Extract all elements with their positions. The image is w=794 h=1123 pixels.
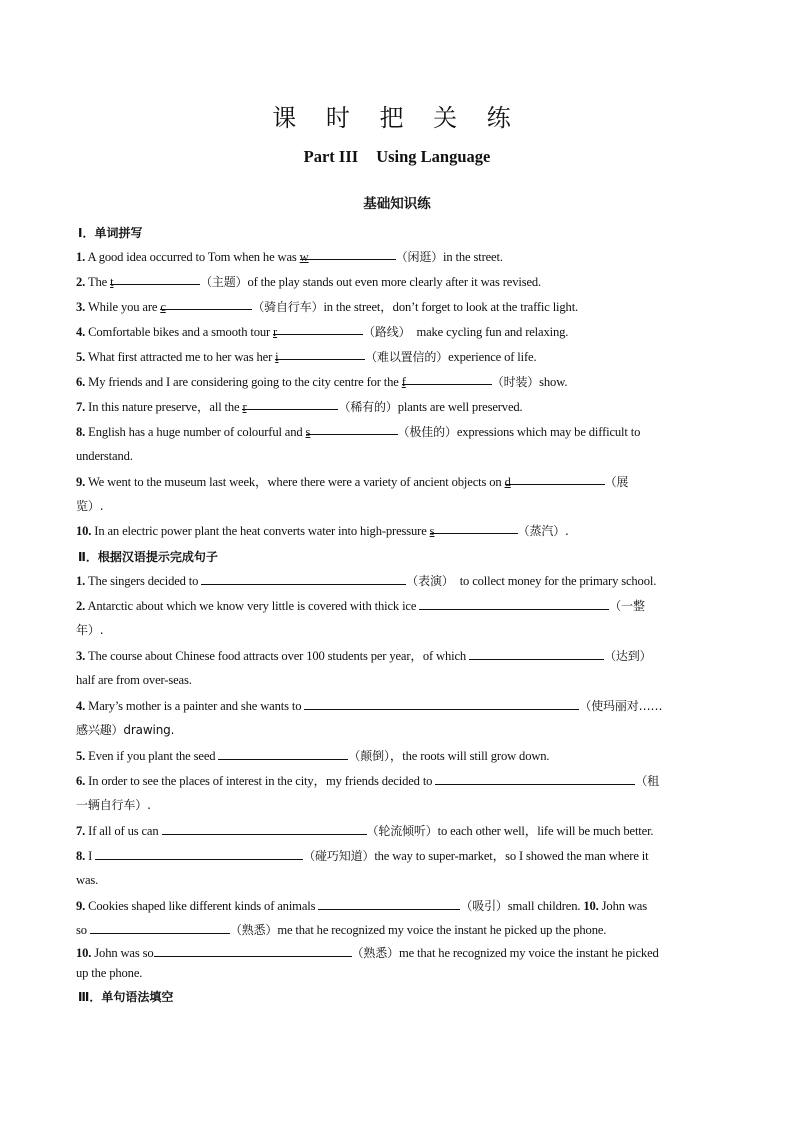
item-text: make cycling fun and relaxing. (416, 325, 569, 339)
spelling-item-1 (76, 245, 719, 269)
item-text: While you are (87, 300, 158, 314)
blank-letter: c (160, 300, 166, 314)
section-heading-1: Ⅰ．单词拼写 (78, 226, 143, 240)
item-text: The course about Chinese food attracts over 100 students per year，of which (87, 649, 467, 663)
spelling-item-7 (76, 395, 719, 419)
chinese-hint: （极佳的） (397, 425, 457, 439)
answer-blank[interactable] (419, 595, 609, 610)
blank-letter: d (504, 475, 511, 489)
item-text: In order to see the places of interest in the city，my friends decided to (88, 774, 433, 788)
answer-blank[interactable] (90, 919, 230, 934)
chinese-hint: （稀有的） (338, 400, 398, 414)
chinese-hint: （闲逛） (395, 250, 444, 264)
item-text: I (88, 849, 93, 863)
item-number: 8. (76, 849, 86, 863)
answer-blank[interactable] (160, 295, 252, 314)
item-text: in the street. (443, 250, 503, 264)
item-text: the way to super-market，so I showed the man where it (374, 849, 649, 863)
answer-blank[interactable] (110, 270, 200, 289)
item-text: ，the roots will still grow down. (389, 749, 550, 763)
level-heading: 基础知识练 (363, 196, 431, 212)
item-text: to collect money for the primary school. (459, 574, 657, 588)
item-text-continued: so (76, 923, 87, 937)
answer-blank[interactable] (201, 570, 406, 585)
sentence-item-3 (76, 644, 719, 692)
item-text: Antarctic about which we know very little is covered with thick ice (87, 599, 417, 613)
blank-letter: r (273, 325, 278, 339)
blank-letter: s (305, 425, 311, 439)
sentence-item-6 (76, 769, 719, 817)
spelling-item-9 (76, 470, 719, 518)
sentence-item-4 (76, 694, 719, 742)
chinese-hint: （难以置信的） (365, 350, 449, 364)
chinese-hint: （颠倒） (348, 749, 390, 763)
item-text: Cookies shaped like different kinds of animals (88, 899, 316, 913)
answer-blank[interactable] (435, 770, 635, 785)
item-text-continued: 一辆自行车）. (76, 798, 151, 812)
sentence-item-2 (76, 594, 719, 642)
answer-blank[interactable] (469, 645, 604, 660)
item-text: Even if you plant the seed (88, 749, 216, 763)
item-number: 10. (76, 946, 92, 960)
blank-letter: r (242, 400, 247, 414)
item-text-continued: was. (76, 873, 99, 887)
item-text: What first attracted me to her was her (87, 350, 273, 364)
item-number: 6. (76, 375, 86, 389)
chinese-hint: （表演） (406, 574, 454, 588)
answer-blank[interactable] (305, 420, 398, 439)
blank-letter: i (275, 350, 279, 364)
answer-blank[interactable] (304, 695, 579, 710)
chinese-hint: （轮流倾听） (366, 824, 438, 838)
chinese-hint: （碰巧知道） (303, 849, 375, 863)
item-text-continued: understand. (76, 449, 133, 463)
item-number: 6. (76, 774, 86, 788)
sentence-item-10 (76, 942, 719, 983)
item-number: 5. (76, 749, 86, 763)
spelling-item-6 (76, 370, 719, 394)
item-number: 3. (76, 649, 86, 663)
page-title: 课 时 把 关 练 (272, 104, 522, 132)
answer-blank[interactable] (318, 895, 460, 910)
answer-blank[interactable] (273, 320, 363, 339)
item-text: English has a huge number of colourful and (88, 425, 303, 439)
item-number: 2. (76, 275, 86, 289)
item-text: A good idea occurred to Tom when he was (87, 250, 297, 264)
chinese-hint: （路线） (363, 325, 411, 339)
item-text-continued: me that he recognized my voice the instant he picked up the phone. (277, 923, 607, 937)
answer-blank[interactable] (162, 820, 367, 835)
item-text: If all of us can (88, 824, 159, 838)
item-text: plants are well preserved. (397, 400, 523, 414)
subtitle-topic: Using Language (376, 147, 491, 166)
blank-letter: s (429, 524, 435, 538)
blank-letter: t (110, 275, 114, 289)
spelling-item-5 (76, 345, 719, 369)
page-subtitle (0, 147, 794, 167)
chinese-hint: （一整 (609, 599, 645, 613)
item-text: In an electric power plant the heat converts water into high-pressure (94, 524, 427, 538)
section-heading-3: Ⅲ．单句语法填空 (78, 990, 174, 1004)
item-number: 10. (583, 899, 599, 913)
item-text-continued: 览）. (76, 499, 104, 513)
item-text: John was (601, 899, 647, 913)
item-text: John was so (94, 946, 154, 960)
item-text: show. (539, 375, 568, 389)
chinese-hint: （租 (635, 774, 660, 788)
item-number: 2. (76, 599, 86, 613)
answer-blank[interactable] (242, 395, 338, 414)
chinese-hint: （时装） (491, 375, 540, 389)
answer-blank[interactable] (95, 845, 303, 860)
sentence-item-1 (76, 569, 719, 593)
item-number: 7. (76, 824, 86, 838)
item-text-continued: up the phone. (76, 966, 143, 980)
sentence-item-5 (76, 744, 719, 768)
item-text: experience of life. (448, 350, 537, 364)
chinese-hint: （展 (604, 475, 629, 489)
chinese-hint: （使玛丽对…… (579, 699, 663, 713)
item-text: In this nature preserve，all the (88, 400, 240, 414)
chinese-hint: （骑自行车） (252, 300, 324, 314)
item-text-continued: 感兴趣）drawing. (76, 723, 175, 737)
chinese-hint: （吸引） (460, 899, 508, 913)
section-heading-2: Ⅱ．根据汉语提示完成句子 (78, 550, 218, 564)
item-number: 5. (76, 350, 86, 364)
item-text: The (87, 275, 108, 289)
answer-blank[interactable] (504, 470, 605, 489)
item-text: in the street，don’t forget to look at the traffic light. (323, 300, 579, 314)
chinese-hint: （熟悉） (229, 923, 278, 937)
spelling-item-2 (76, 270, 719, 294)
spelling-item-3 (76, 295, 719, 319)
sentence-item-9 (76, 894, 719, 942)
item-text: small children. (507, 899, 581, 913)
item-number: 3. (76, 300, 86, 314)
item-number: 9. (76, 899, 86, 913)
item-text: expressions which may be difficult to (456, 425, 641, 439)
spelling-item-4 (76, 320, 719, 344)
item-text: me that he recognized my voice the instant he picked (398, 946, 659, 960)
item-number: 7. (76, 400, 86, 414)
item-text-continued: half are from over-seas. (76, 673, 192, 687)
answer-blank[interactable] (401, 370, 492, 389)
item-number: 1. (76, 250, 86, 264)
answer-blank[interactable] (218, 745, 348, 760)
answer-blank[interactable] (154, 942, 352, 957)
item-text: Mary’s mother is a painter and she wants to (88, 699, 302, 713)
answer-blank[interactable] (429, 519, 518, 538)
item-number: 9. (76, 475, 86, 489)
item-text: to each other well，life will be much better. (437, 824, 654, 838)
answer-blank[interactable] (299, 245, 396, 264)
item-text-continued: 年）. (76, 623, 104, 637)
item-number: 8. (76, 425, 86, 439)
chinese-hint: （熟悉） (351, 946, 399, 960)
item-number: 10. (76, 524, 92, 538)
item-number: 1. (76, 574, 86, 588)
chinese-hint: （达到） (604, 649, 652, 663)
chinese-hint: （主题） (200, 275, 248, 289)
blank-letter: w (299, 250, 309, 264)
item-text: The singers decided to (87, 574, 199, 588)
item-text: of the play stands out even more clearly after it was revised. (247, 275, 542, 289)
item-text: Comfortable bikes and a smooth tour (88, 325, 271, 339)
item-number: 4. (76, 699, 86, 713)
item-text: My friends and I are considering going to the city centre for the (88, 375, 399, 389)
blank-letter: f (401, 375, 406, 389)
item-text: We went to the museum last week，where there were a variety of ancient objects on (87, 475, 502, 489)
chinese-hint: （蒸汽）. (517, 524, 569, 538)
spelling-item-10 (76, 519, 719, 543)
sentence-item-7 (76, 819, 719, 843)
subtitle-part: Part III (303, 147, 359, 166)
sentence-item-8 (76, 844, 719, 892)
spelling-item-8 (76, 420, 719, 468)
answer-blank[interactable] (275, 345, 365, 364)
item-number: 4. (76, 325, 86, 339)
